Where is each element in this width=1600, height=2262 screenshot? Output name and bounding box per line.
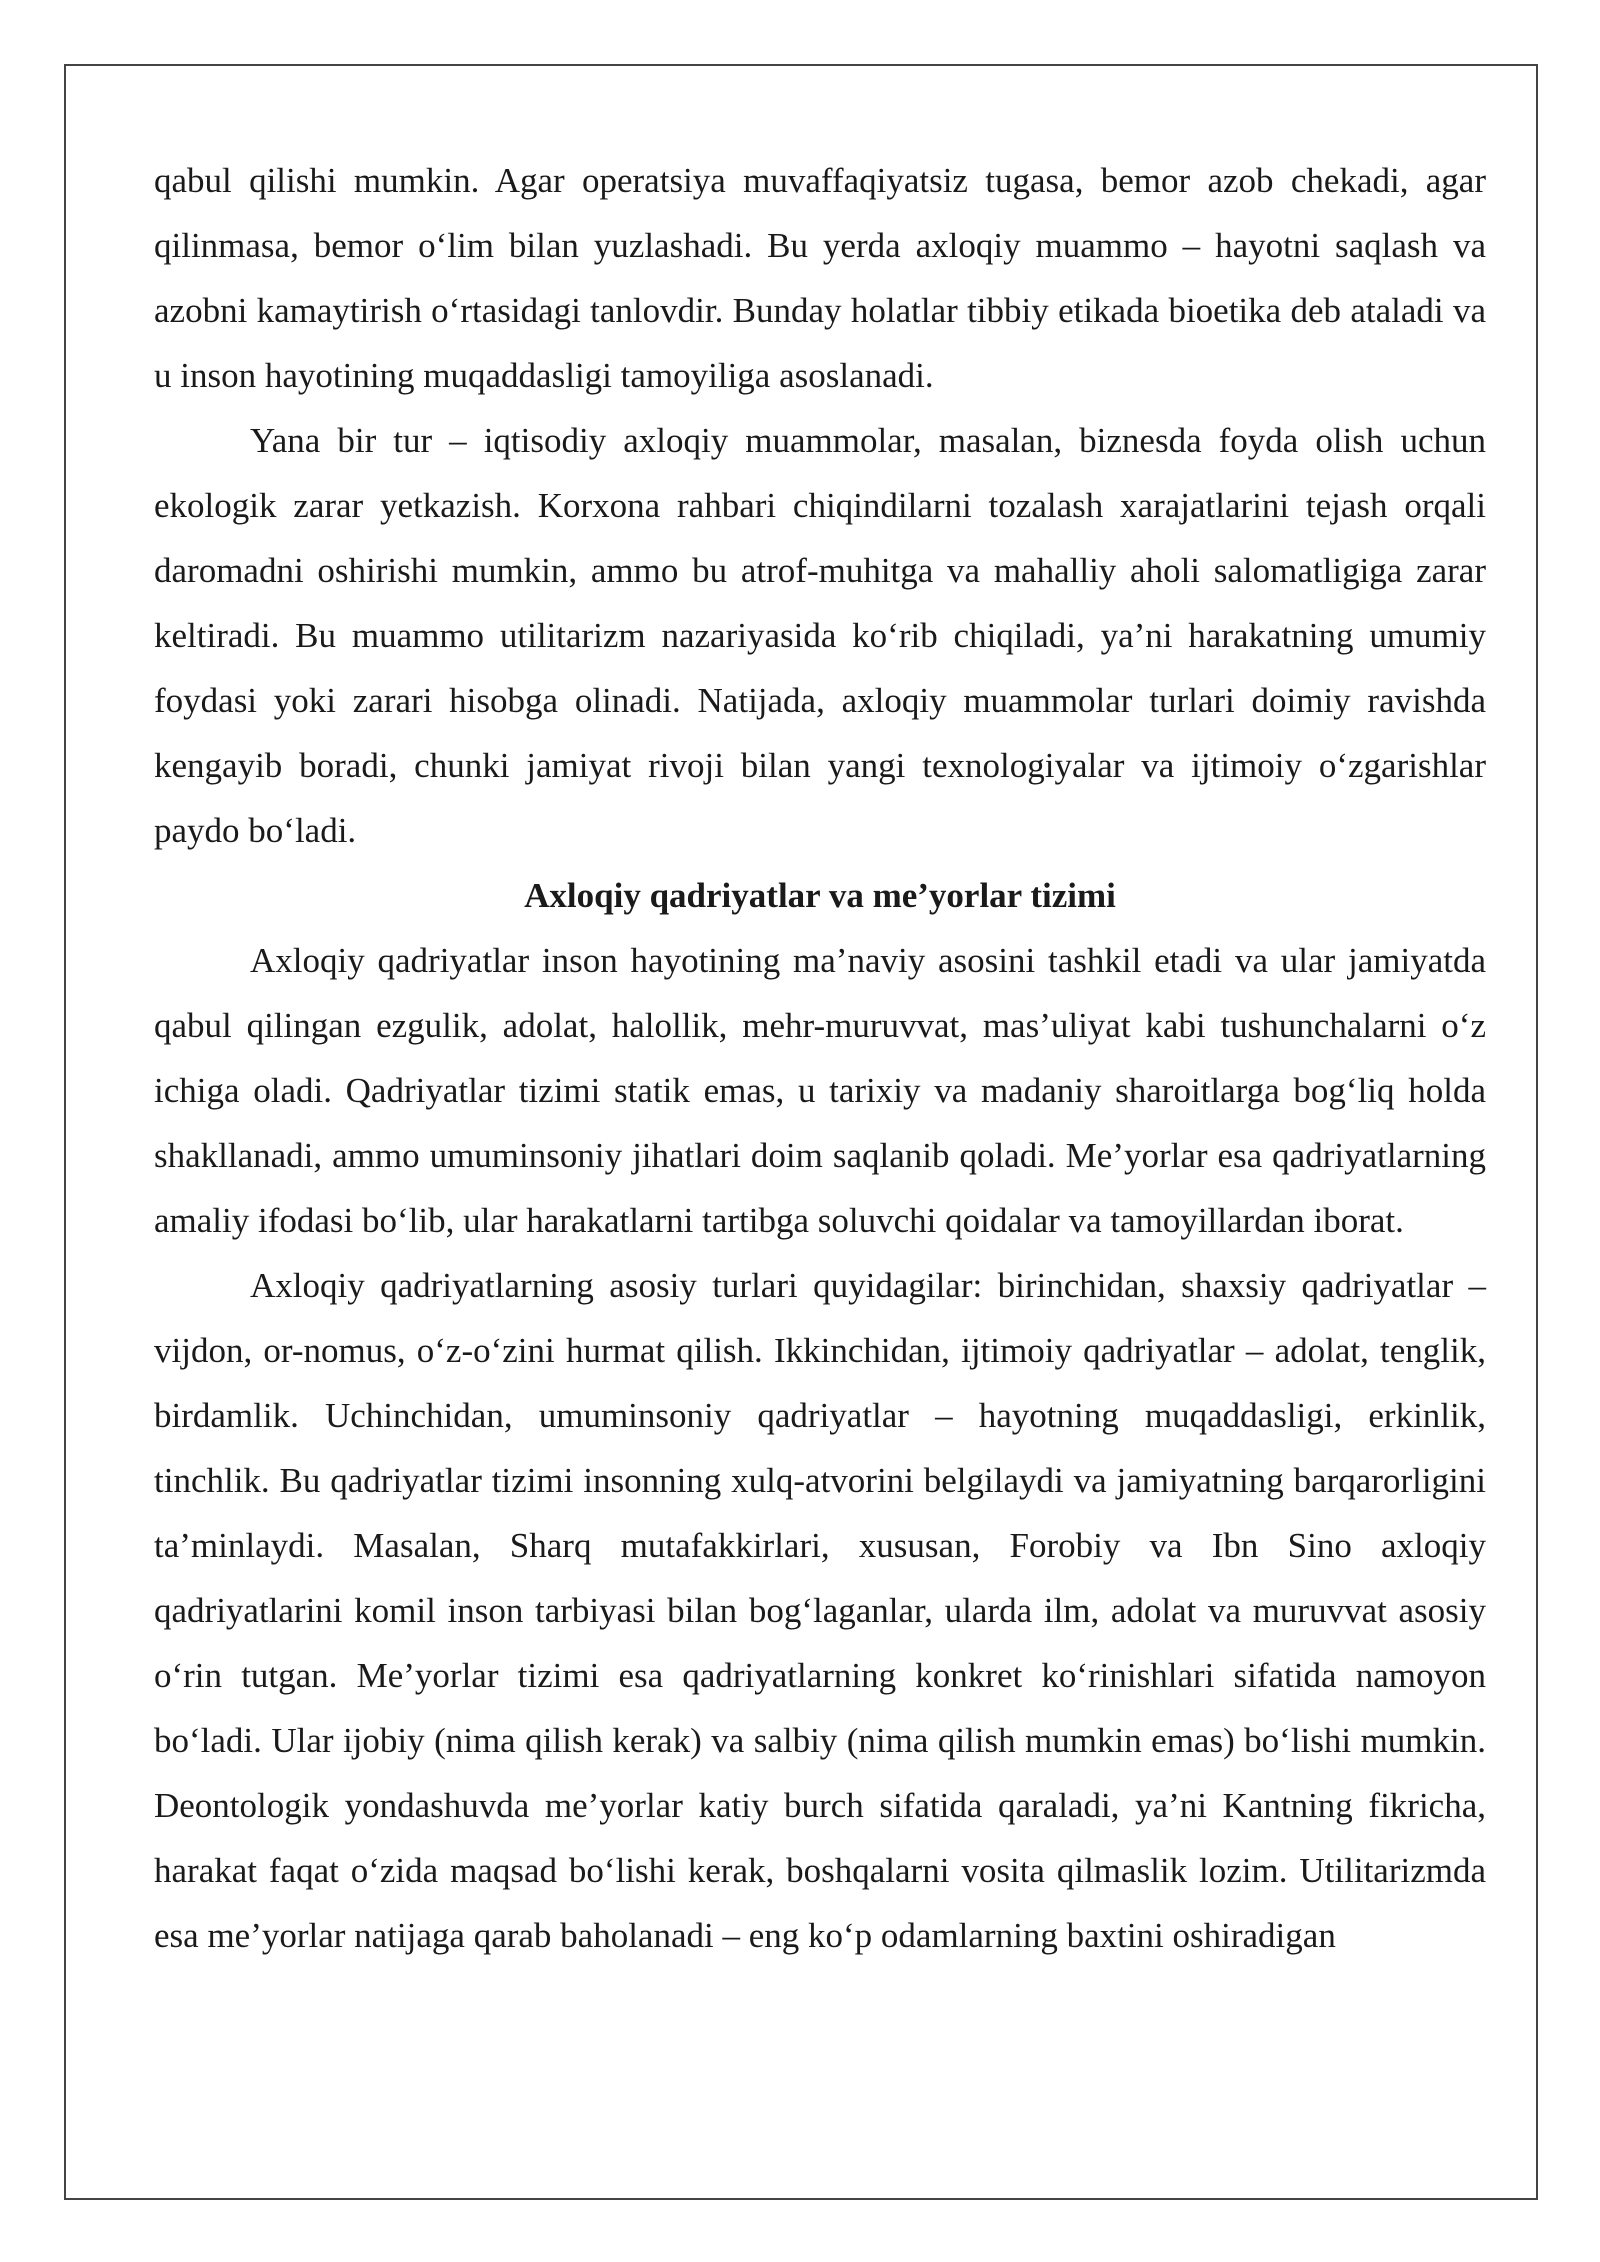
- paragraph-3: Axloqiy qadriyatlar inson hayotining ma’naviy asosini tashkil etadi va ular jamiyatda qabul qilingan ezgulik, adolat, halollik, mehr-muruvvat, mas’uliyat kabi tushunchalarni o‘z ichiga oladi. Qadriyatlar tizimi statik emas, u tarixiy va madaniy sharoitlarga bog‘liq holda shakllanadi, ammo umuminsoniy jihatlari doim saqlanib qoladi. Me’yorlar esa qadriyatlarning amaliy ifodasi bo‘lib, ular harakatlarni tartibga soluvchi qoidalar va tamoyillardan iborat.: [154, 941, 1486, 1240]
- document-body: [154, 148, 1486, 1968]
- paragraph-4: Axloqiy qadriyatlarning asosiy turlari quyidagilar: birinchidan, shaxsiy qadriyatlar – vijdon, or-nomus, o‘z-o‘zini hurmat qilish. Ikkinchidan, ijtimoiy qadriyatlar – adolat, tenglik, birdamlik. Uchinchidan, umuminsoniy qadriyatlar – hayotning muqaddasligi, erkinlik, tinchlik. Bu qadriyatlar tizimi insonning xulq-atvorini belgilaydi va jamiyatning barqarorligini ta’minlaydi. Masalan, Sharq mutafakkirlari, xususan, Forobiy va Ibn Sino axloqiy qadriyatlarini komil inson tarbiyasi bilan bog‘laganlar, ularda ilm, adolat va muruvvat asosiy o‘rin tutgan. Me’yorlar tizimi esa qadriyatlarning konkret ko‘rinishlari sifatida namoyon bo‘ladi. Ular ijobiy (nima qilish kerak) va salbiy (nima qilish mumkin emas) bo‘lishi mumkin. Deontologik yondashuvda me’yorlar katiy burch sifatida qaraladi, ya’ni Kantning fikricha, harakat faqat o‘zida maqsad bo‘lishi kerak, boshqalarni vosita qilmaslik lozim. Utilitarizmda esa me’yorlar natijaga qarab baholanadi – eng ko‘p odamlarning baxtini oshiradigan: [154, 1266, 1486, 1955]
- paragraph-1: qabul qilishi mumkin. Agar operatsiya muvaffaqiyatsiz tugasa, bemor azob chekadi, agar qilinmasa, bemor o‘lim bilan yuzlashadi. Bu yerda axloqiy muammo – hayotni saqlash va azobni kamaytirish o‘rtasidagi tanlovdir. Bunday holatlar tibbiy etikada bioetika deb ataladi va u inson hayotining muqaddasligi tamoyiliga asoslanadi.: [154, 161, 1486, 395]
- section-heading: Axloqiy qadriyatlar va me’yorlar tizimi: [524, 876, 1116, 915]
- paragraph-2: Yana bir tur – iqtisodiy axloqiy muammolar, masalan, biznesda foyda olish uchun ekologik zarar yetkazish. Korxona rahbari chiqindilarni tozalash xarajatlarini tejash orqali daromadni oshirishi mumkin, ammo bu atrof-muhitga va mahalliy aholi salomatligiga zarar keltiradi. Bu muammo utilitarizm nazariyasida ko‘rib chiqiladi, ya’ni harakatning umumiy foydasi yoki zarari hisobga olinadi. Natijada, axloqiy muammolar turlari doimiy ravishda kengayib boradi, chunki jamiyat rivoji bilan yangi texnologiyalar va ijtimoiy o‘zgarishlar paydo bo‘ladi.: [154, 421, 1486, 850]
